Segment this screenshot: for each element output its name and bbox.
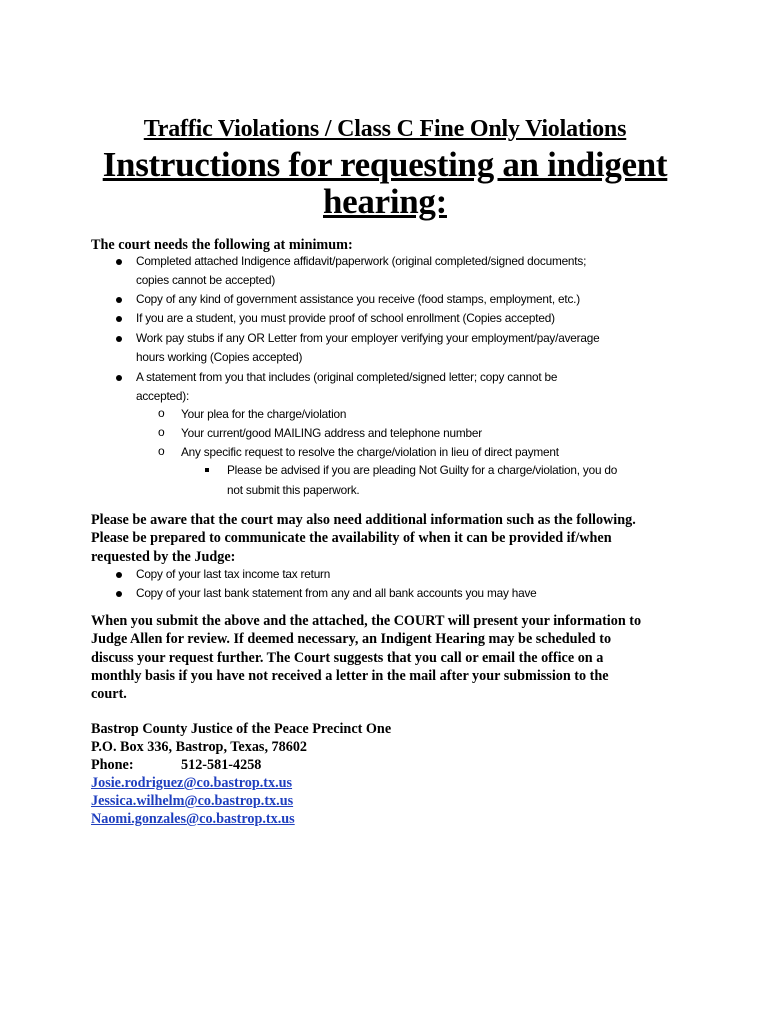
requirement-item-3: If you are a student, you must provide proof of school enrollment (Copies accepted): [136, 311, 555, 325]
submission-line-5: court.: [91, 686, 127, 703]
bullet-icon: [116, 591, 122, 597]
bullet-icon: [116, 259, 122, 265]
additional-item-2: Copy of your last bank statement from any and all bank accounts you may have: [136, 586, 537, 600]
additional-item-1: Copy of your last tax income tax return: [136, 567, 331, 581]
circle-bullet-icon: o: [158, 406, 165, 420]
email-link-josie[interactable]: Josie.rodriguez@co.bastrop.tx.us: [91, 775, 293, 791]
circle-bullet-icon: o: [158, 425, 165, 439]
bullet-icon: [116, 572, 122, 578]
submission-line-4: monthly basis if you have not received a letter in the mail after your submission to the: [91, 667, 609, 684]
sub-sub-item-1-line-2: not submit this paperwork.: [227, 483, 360, 497]
sub-sub-item-1-line-1: Please be advised if you are pleading Not Guilty for a charge/violation, you do: [227, 463, 618, 477]
submission-line-2: Judge Allen for review. If deemed necessary, an Indigent Hearing may be scheduled to: [91, 631, 612, 648]
requirement-item-5-line-1: A statement from you that includes (original completed/signed letter; copy cannot be: [136, 370, 558, 384]
email-row-3: [91, 810, 295, 828]
requirement-item-4-line-2: hours working (Copies accepted): [136, 350, 303, 364]
intro-text: The court needs the following at minimum:: [91, 237, 353, 253]
contact-phone-row: [91, 756, 261, 774]
requirement-item-4-line-1: Work pay stubs if any OR Letter from your employer verifying your employment/pay/average: [136, 331, 600, 345]
sub-item-1: Your plea for the charge/violation: [181, 407, 347, 421]
main-heading-line-1: Instructions for requesting an indigent: [102, 145, 668, 184]
main-heading: [0, 146, 770, 220]
requirement-item-2: Copy of any kind of government assistance you receive (food stamps, employment, etc.): [136, 292, 580, 306]
contact-office: Bastrop County Justice of the Peace Precinct One: [91, 721, 392, 737]
email-row-1: [91, 774, 292, 792]
requirement-item-1-line-2: copies cannot be accepted): [136, 273, 276, 287]
additional-info-line-3: requested by the Judge:: [91, 548, 236, 565]
submission-line-3: discuss your request further. The Court suggests that you call or email the office on a: [91, 649, 604, 666]
submission-paragraph: [91, 612, 741, 703]
phone-number: 512-581-4258: [181, 757, 262, 773]
requirement-item-5-line-2: accepted):: [136, 389, 190, 403]
phone-label: Phone:: [91, 757, 134, 773]
square-bullet-icon: [205, 468, 209, 472]
bullet-icon: [116, 336, 122, 342]
additional-info-line-1: Please be aware that the court may also need additional information such as the following.: [91, 512, 636, 528]
circle-bullet-icon: o: [158, 444, 165, 458]
sub-item-3: Any specific request to resolve the charge/violation in lieu of direct payment: [181, 445, 559, 459]
email-row-2: [91, 792, 293, 810]
submission-line-1: When you submit the above and the attached, the COURT will present your information to: [91, 613, 642, 629]
bullet-icon: [116, 316, 122, 322]
sub-item-2: Your current/good MAILING address and telephone number: [181, 426, 482, 440]
bullet-icon: [116, 297, 122, 303]
email-link-naomi[interactable]: Naomi.gonzales@co.bastrop.tx.us: [91, 811, 295, 827]
additional-info-line-2: Please be prepared to communicate the availability of when it can be provided if/when: [91, 530, 612, 547]
requirement-item-1-line-1: Completed attached Indigence affidavit/paperwork (original completed/signed documents;: [136, 254, 587, 268]
contact-address: P.O. Box 336, Bastrop, Texas, 78602: [91, 739, 308, 755]
email-link-jessica[interactable]: Jessica.wilhelm@co.bastrop.tx.us: [91, 793, 294, 809]
additional-info-paragraph: [91, 511, 731, 566]
main-heading-line-2: hearing:: [323, 182, 447, 221]
document-title: Traffic Violations / Class C Fine Only Violations: [143, 116, 627, 142]
bullet-icon: [116, 375, 122, 381]
